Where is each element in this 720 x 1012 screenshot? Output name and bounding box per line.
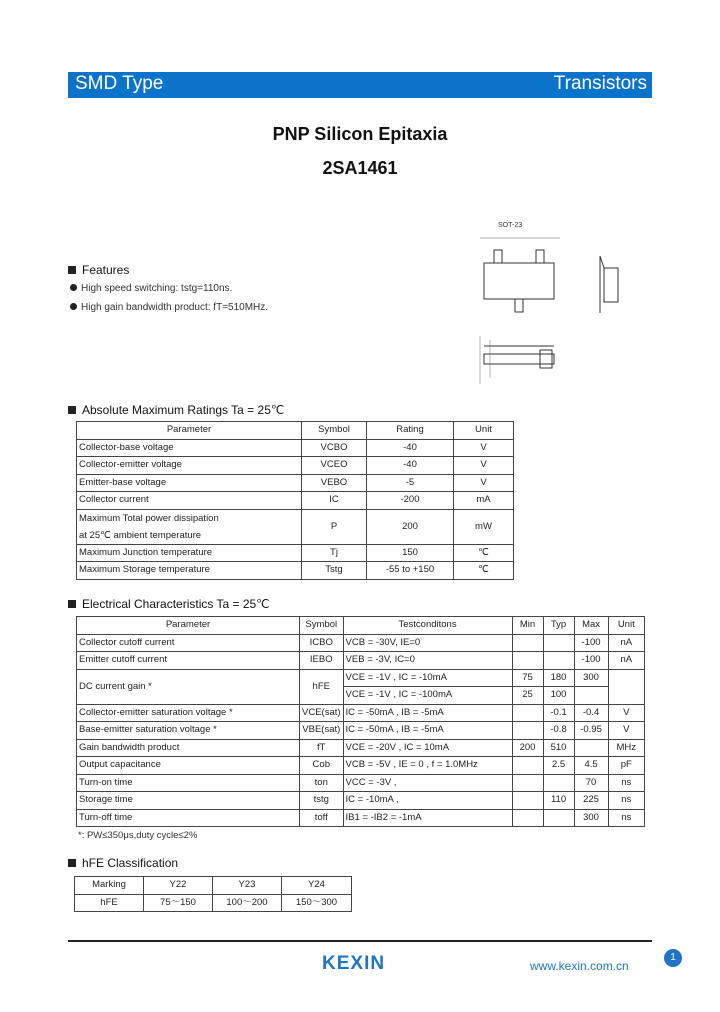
table-row: Collector cutoff current ICBO VCB = -30V, IE=0 -100 nA (77, 634, 645, 652)
table-row: Collector-emitter voltage VCEO -40 V (77, 457, 514, 475)
table-row: Emitter cutoff current IEBO VEB = -3V, IC=0 -100 nA (77, 652, 645, 670)
table-row: Maximum Storage temperature Tstg -55 to +150 ℃ (77, 562, 514, 580)
doc-title: PNP Silicon Epitaxia (272, 124, 448, 144)
elec-char-table (76, 616, 645, 827)
table-row: Output capacitance Cob VCB = -5V , IE = 0 , f = 1.0MHz 2.5 4.5 pF (77, 757, 645, 775)
bullet-icon (70, 303, 77, 310)
table-header-row: Marking Y22 Y23 Y24 (75, 877, 352, 895)
table-row: Emitter-base voltage VEBO -5 V (77, 474, 514, 492)
hfe-heading: hFE Classification (68, 856, 178, 870)
package-drawing (470, 218, 650, 398)
table-row: Turn-off time toff IB1 = -IB2 = -1mA 300 ns (77, 809, 645, 827)
header-right: Transistors (553, 73, 647, 94)
abs-ratings-table (76, 421, 514, 580)
footnote: *: PW≤350μs,duty cycle≤2% (78, 830, 198, 841)
bullet-icon (70, 284, 77, 291)
kexin-logo: KEXIN (322, 953, 386, 974)
table-row: Storage time tstg IC = -10mA , 110 225 ns (77, 792, 645, 810)
table-row: Maximum Total power dissipation at 25℃ ambient temperature P 200 mW (77, 509, 514, 544)
square-bullet-icon (68, 266, 76, 274)
part-number: 2SA1461 (322, 158, 398, 178)
table-row: hFE 75～150 100～200 150～300 (75, 894, 352, 912)
table-row: Base-emitter saturation voltage * VBE(sat) IC = -50mA , IB = -5mA -0.8 -0.95 V (77, 722, 645, 740)
table-row: VCE = -1V , IC = -100mA 25 100 (77, 687, 645, 705)
table-header-row: Parameter Symbol Rating Unit (77, 422, 514, 440)
square-bullet-icon (68, 600, 76, 608)
square-bullet-icon (68, 406, 76, 414)
abs-heading: Absolute Maximum Ratings Ta = 25℃ (68, 403, 284, 417)
table-row: Turn-on time ton VCC = -3V , 70 ns (77, 774, 645, 792)
table-row: Collector-emitter saturation voltage * VCE(sat) IC = -50mA , IB = -5mA -0.1 -0.4 V (77, 704, 645, 722)
header-left: SMD Type (75, 73, 164, 94)
feature-item: High gain bandwidth product: fT=510MHz. (70, 302, 268, 313)
page-number: 1 (664, 949, 682, 967)
square-bullet-icon (68, 859, 76, 867)
package-label: SOT-23 (498, 222, 523, 229)
features-heading: Features (68, 263, 129, 277)
table-row: Collector-base voltage VCBO -40 V (77, 439, 514, 457)
website-link[interactable]: www.kexin.com.cn (530, 959, 629, 973)
table-header-row: Parameter Symbol Testconditons Min Typ Max Unit (77, 617, 645, 635)
hfe-table (74, 876, 352, 912)
table-row: Maximum Junction temperature Tj 150 ℃ (77, 544, 514, 562)
table-row: Gain bandwidth product fT VCE = -20V , IC = 10mA 200 510 MHz (77, 739, 645, 757)
header-banner (68, 72, 652, 98)
table-row: DC current gain * hFE VCE = -1V , IC = -10mA 75 180 300 (77, 669, 645, 687)
feature-item: High speed switching: tstg=110ns. (70, 283, 232, 294)
elec-heading: Electrical Characteristics Ta = 25℃ (68, 597, 270, 611)
table-row: Collector current IC -200 mA (77, 492, 514, 510)
footer-divider (68, 940, 652, 942)
